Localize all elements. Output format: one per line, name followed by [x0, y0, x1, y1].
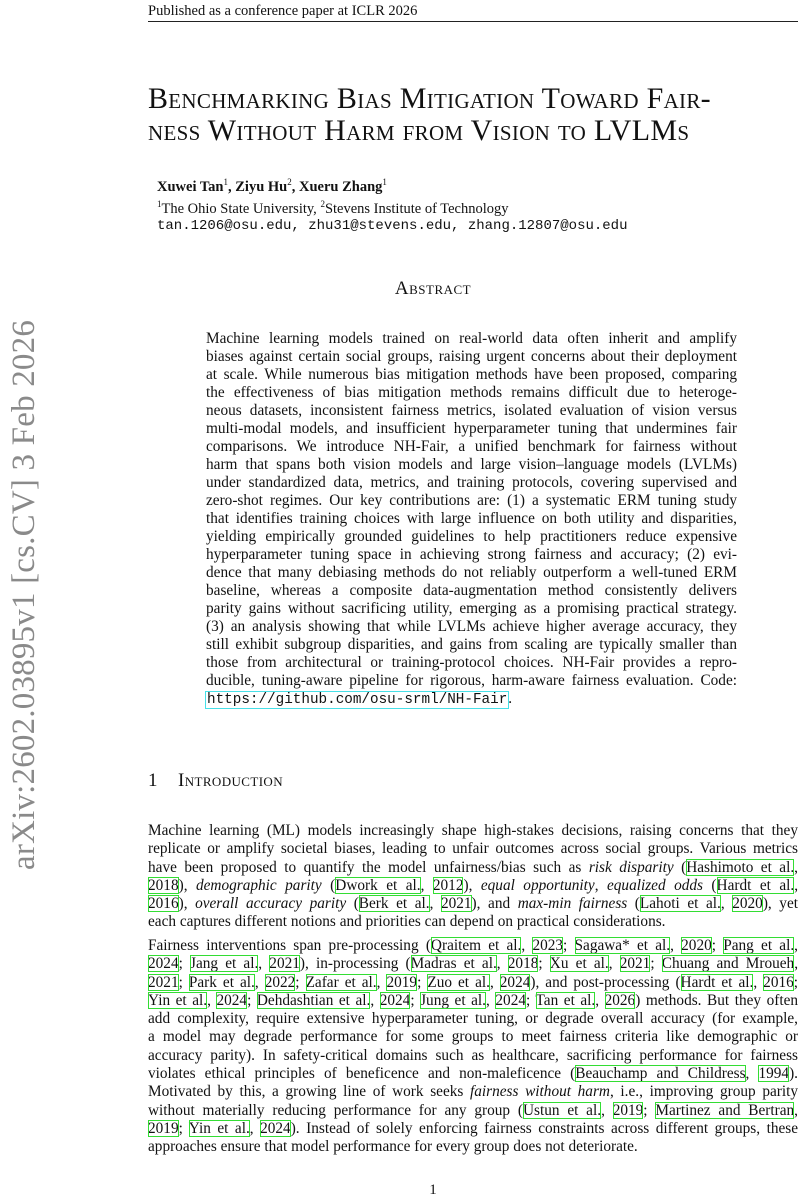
- author-name: Xuwei Tan: [157, 178, 224, 195]
- citation-link[interactable]: Hardt et al.: [716, 876, 795, 894]
- citation-link[interactable]: Hashimoto et al.: [686, 858, 795, 876]
- title-line-1: Benchmarking Bias Mitigation Toward Fair-: [148, 82, 711, 115]
- citation-link[interactable]: 2020: [681, 937, 712, 954]
- abstract-line: ducible, tuning-aware pipeline for rigorous, harm-aware fairness evaluation. Code:: [206, 672, 737, 689]
- code-repository-link[interactable]: https://github.com/osu-srml/NH-Fair: [207, 692, 508, 708]
- citation-link[interactable]: Zuo et al.: [427, 973, 490, 991]
- abstract-line: the effectiveness of bias mitigation methods remains difficult due to heteroge-: [206, 384, 737, 401]
- abstract-line: multi-modal models, and insufficient hyperparameter tuning that undermines fair: [206, 420, 737, 437]
- abstract-line: Machine learning models trained on real-world data often inherit and amplify: [206, 330, 737, 347]
- citation-link[interactable]: Madras et al.: [410, 955, 497, 973]
- citation-link[interactable]: Dwork et al.: [335, 876, 421, 894]
- citation-link[interactable]: 2012: [432, 876, 464, 894]
- page-number: 1: [429, 1182, 437, 1198]
- abstract-line: at scale. While numerous bias mitigation methods have been proposed, comparing: [206, 366, 737, 383]
- abstract-line: comparisons. We introduce NH-Fair, a unified benchmark for fairness without: [206, 438, 737, 455]
- citation-link[interactable]: 2018: [507, 955, 539, 973]
- title-line-2: ness Without Harm from Vision to LVLMs: [148, 114, 690, 147]
- citation-link[interactable]: Ustun et al.: [522, 1101, 602, 1119]
- running-head: Published as a conference paper at ICLR 2026: [148, 3, 798, 22]
- citation-link[interactable]: Chuang and Mroueh: [661, 955, 795, 973]
- abstract-line: baseline, whereas a composite data-augmentation method consistently delivers: [206, 582, 737, 599]
- citation-link[interactable]: Berk et al.: [358, 895, 430, 913]
- citation-link[interactable]: Sagawa* et al.: [574, 937, 671, 954]
- abstract-body: Machine learning models trained on real-world data often inherit and amplify biases against certain social groups, raising urgent concerns about their deployment at scale. While numerous bias mitigation methods have been proposed, comparing the effectiveness of bias mitigation methods remains difficult due to heteroge- neous datasets, inconsistent fairness metrics, isolated evaluation of vision versus multi-modal models, and insufficient hyperparameter tuning that undermines fair comparisons. We introduce NH-Fair, a unified benchmark for fairness without harm that spans both vision models and large vision–language models (LVLMs) under standardized data, metrics, and training protocols, covering supervised and zero-shot regimes. Our key contributions are: (1) a systematic ERM tuning study that identifies training choices with large influence on both utility and disparities, yielding empirically grounded guidelines to help practitioners reduce expensive hyperparameter tuning space in achieving strong fairness and accuracy; (2) evi- dence that many debiasing methods do not reliably outperform a well-tuned ERM baseline, whereas a composite data-augmentation method consistently delivers parity gains without sacrificing utility, emerging as a promising practical strategy. (3) an analysis showing that while LVLMs achieve higher average accuracy, they still exhibit subgroup disparities, and gains from scaling are typically smaller than those from architectural or training-protocol choices. NH-Fair provides a repro- ducible, tuning-aware pipeline for rigorous, harm-aware fairness evaluation. Code: https://github.com/osu-srml/NH-Fair.: [206, 330, 737, 708]
- citation-link[interactable]: 2019: [612, 1101, 644, 1119]
- citation-link[interactable]: Dehdashtian et al.: [256, 991, 371, 1009]
- citation-link[interactable]: Zafar et al.: [305, 973, 377, 991]
- citation-link[interactable]: 2024: [148, 955, 179, 973]
- section-number: 1: [148, 770, 158, 791]
- citation-link[interactable]: Park et al.: [188, 973, 255, 991]
- citation-link[interactable]: 2022: [264, 973, 296, 991]
- citation-link[interactable]: 2023: [532, 937, 564, 954]
- citation-link[interactable]: 2024: [216, 991, 248, 1009]
- author-name: Xueru Zhang: [298, 178, 383, 195]
- citation-link[interactable]: Pang et al.: [723, 937, 795, 954]
- affiliations: $^1$The Ohio State University, $^2$Stevens Institute of Technology: [157, 198, 509, 217]
- citation-link[interactable]: Yin et al.: [148, 991, 208, 1009]
- citation-link[interactable]: 1994: [758, 1065, 790, 1083]
- citation-link[interactable]: Beauchamp and Childress: [575, 1065, 746, 1083]
- intro-paragraph-2: Fairness interventions span pre-processing (Qraitem et al., 2023; Sagawa* et al., 2020; Pang et al., 2024; Jang et al., 2021), in-processing (Madras et al., 2018; Xu et al., 2021; Chuang and Mroueh, 2021; Park et al., 2022; Zafar et al., 2019; Zuo et al., 2024), and post-processing (Hardt et al., 2016; Yin et al., 2024; Dehdashtian et al., 2024; Jung et al., 2024; Tan et al., 2026) methods. But they often add complexity, require extensive hyperparameter tuning, or degrade overall accuracy (for example, a model may degrade performance for some groups to meet fairness criteria like demographic or accuracy parity). In safety-critical domains such as healthcare, sacrificing performance for fairness violates ethical principles of beneficence and non-maleficence (Beauchamp and Childress, 1994). Motivated by this, a growing line of work seeks fairness without harm, i.e., improving group parity without materially reducing performance for any group (Ustun et al., 2019; Martinez and Bertran, 2019; Yin et al., 2024). Instead of solely enforcing fairness constraints across different groups, these approaches ensure that model performance for every group does not deteriorate.: [148, 937, 799, 1156]
- citation-link[interactable]: 2021: [619, 955, 651, 973]
- author-block: [157, 174, 627, 235]
- abstract-line: neous datasets, inconsistent fairness metrics, isolated evaluation of vision versus: [206, 402, 737, 419]
- abstract-line: (3) an analysis showing that while LVLMs achieve higher average accuracy, they: [206, 618, 737, 635]
- intro-paragraph-1: Machine learning (ML) models increasingly shape high-stakes decisions, raising concerns that they replicate or amplify societal biases, leading to unfair outcomes across social groups. Various metrics have been proposed to quantify the model unfairness/bias such as risk disparity (Hashimoto et al., 2018), demographic parity (Dwork et al., 2012), equal opportunity, equalized odds (Hardt et al., 2016), overall accuracy parity (Berk et al., 2021), and max-min fairness (Lahoti et al., 2020), yet each captures different notions and priorities can depend on practical considerations.: [148, 822, 799, 931]
- abstract-line: still exhibit subgroup disparities, and gains from scaling are typically smaller than: [206, 636, 737, 653]
- citation-link[interactable]: 2024: [379, 991, 411, 1009]
- abstract-line: zero-shot regimes. Our key contributions are: (1) a systematic ERM tuning study: [206, 492, 737, 509]
- abstract-heading: Abstract: [394, 278, 472, 299]
- abstract-line: biases against certain social groups, raising urgent concerns about their deployment: [206, 348, 737, 365]
- citation-link[interactable]: 2016: [763, 973, 794, 991]
- abstract-line: harm that spans both vision models and large vision–language models (LVLMs): [206, 456, 737, 473]
- arxiv-stamp: arXiv:2602.03895v1 [cs.CV] 3 Feb 2026: [6, 319, 42, 870]
- citation-link[interactable]: Lahoti et al.: [639, 895, 721, 913]
- citation-link[interactable]: 2019: [148, 1119, 179, 1137]
- abstract-line: yielding empirically grounded guidelines to help practitioners reduce expensive: [206, 528, 737, 545]
- citation-link[interactable]: Yin et al.: [188, 1119, 250, 1137]
- abstract-line: parity gains without sacrificing utility, emerging as a promising practical strategy.: [206, 600, 737, 617]
- section-heading-introduction: [148, 770, 283, 792]
- abstract-line: hyperparameter tuning space in achieving strong fairness and accuracy; (2) evi-: [206, 546, 737, 563]
- paper-title: [148, 83, 798, 147]
- author-emails: tan.1206@osu.edu, zhu31@stevens.edu, zhang.12807@osu.edu: [157, 217, 628, 234]
- citation-link[interactable]: Jang et al.: [190, 955, 259, 973]
- citation-link[interactable]: Jung et al.: [420, 991, 487, 1009]
- citation-link[interactable]: 2026: [604, 991, 636, 1009]
- citation-link[interactable]: Tan et al.: [535, 991, 596, 1009]
- abstract-line: those from architectural or training-protocol choices. NH-Fair provides a repro-: [206, 654, 737, 671]
- citation-link[interactable]: 2024: [499, 973, 531, 991]
- author-list: Xuwei Tan$^1$, Ziyu Hu$^2$, Xueru Zhang$^1$: [157, 177, 387, 195]
- abstract-line: that identifies training choices with large influence on both utility and disparities,: [206, 510, 737, 527]
- citation-link[interactable]: 2021: [440, 895, 472, 913]
- citation-link[interactable]: Martinez and Bertran: [655, 1101, 795, 1119]
- citation-link[interactable]: 2024: [260, 1119, 291, 1137]
- citation-link[interactable]: 2019: [386, 973, 418, 991]
- abstract-line: under standardized data, metrics, and training protocols, covering supervised and: [206, 474, 737, 491]
- citation-link[interactable]: 2018: [148, 876, 179, 894]
- citation-link[interactable]: 2021: [148, 973, 179, 991]
- citation-link[interactable]: Xu et al.: [549, 955, 609, 973]
- citation-link[interactable]: Qraitem et al.: [430, 937, 522, 954]
- citation-link[interactable]: 2021: [269, 955, 300, 973]
- section-title: Introduction: [178, 770, 284, 791]
- citation-link[interactable]: 2024: [495, 991, 526, 1009]
- citation-link[interactable]: 2016: [148, 895, 179, 913]
- citation-link[interactable]: Hardt et al.: [680, 973, 754, 991]
- citation-link[interactable]: 2020: [732, 895, 763, 913]
- author-name: Ziyu Hu: [235, 178, 288, 195]
- abstract-line: dence that many debiasing methods do not reliably outperform a well-tuned ERM: [206, 564, 737, 581]
